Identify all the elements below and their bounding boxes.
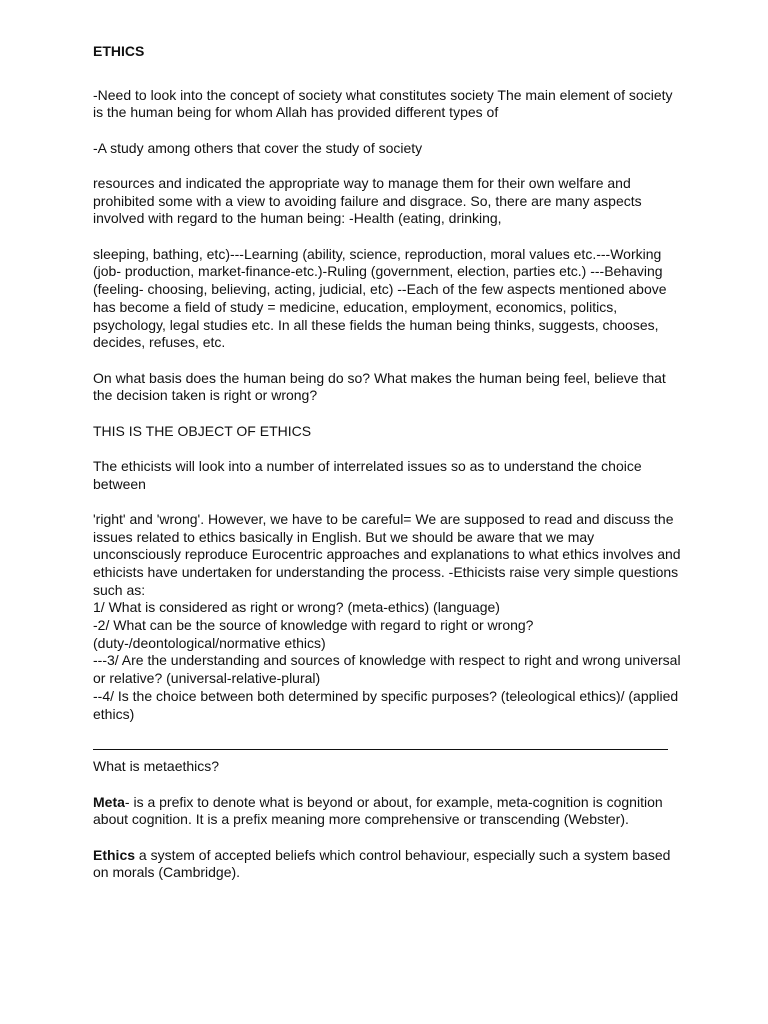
paragraph-basis-question: On what basis does the human being do so? What makes the human being feel, believe that the decision taken is right or wrong? — [93, 369, 666, 404]
paragraph-object-of-ethics: THIS IS THE OBJECT OF ETHICS — [93, 422, 312, 439]
document-page — [93, 43, 683, 900]
question-2: -2/ What can be the source of knowledge with regard to right or wrong?(duty-/deontological/normative ethics) — [93, 617, 534, 651]
metaethics-heading: What is metaethics? — [93, 758, 220, 775]
question-3: ---3/ Are the understanding and sources of knowledge with respect to right and wrong universal or relative? (universal-relative-plural) — [93, 652, 681, 687]
paragraph-right-wrong: 'right' and 'wrong'. However, we have to be careful= We are supposed to read and discuss the issues related to ethics basically in English. But we should be aware that we may unconsciously reproduce Eurocentric approaches and explanations to what ethics involves and ethicists have undertaken for understanding the process. -Ethicists raise very simple questions such as: — [93, 510, 681, 598]
question-1: 1/ What is considered as right or wrong? (meta-ethics) (language) — [93, 599, 500, 616]
ethics-term: Ethics — [93, 846, 136, 863]
meta-definition-text: - is a prefix to denote what is beyond or about, for example, meta-cognition is cognition about cognition. It is a prefix meaning more comprehensive or transcending (Webster). — [93, 793, 663, 828]
paragraph-aspects: sleeping, bathing, etc)---Learning (ability, science, reproduction, moral values etc.---Working (job- production, market-finance-etc.)-Ruling (government, election, parties etc.) ---Behaving (feeling- choosing, believing, acting, judicial, etc) --Each of the few aspects mentioned above has become a field of study = medicine, education, employment, economics, politics, psychology, legal studies etc. In all these fields the human being thinks, suggests, chooses, decides, refuses, etc. — [93, 245, 667, 351]
meta-term: Meta — [93, 793, 125, 810]
paragraph-study-of-society: -A study among others that cover the study of society — [93, 139, 423, 156]
paragraph-society-concept: -Need to look into the concept of society what constitutes society The main element of society is the human being for whom Allah has provided different types of — [93, 86, 673, 121]
ethics-definition — [93, 847, 683, 882]
ethics-definition-text: a system of accepted beliefs which control behaviour, especially such a system based on morals (Cambridge). — [93, 846, 671, 881]
paragraph-ethicists-issues: The ethicists will look into a number of interrelated issues so as to understand the choice between — [93, 457, 642, 492]
meta-definition — [93, 794, 683, 829]
question-4: --4/ Is the choice between both determined by specific purposes? (teleological ethics)/ (applied ethics) — [93, 687, 679, 722]
horizontal-divider — [93, 749, 668, 750]
document-title: ETHICS — [93, 43, 145, 59]
paragraph-resources: resources and indicated the appropriate way to manage them for their own welfare and prohibited some with a view to avoiding failure and disgrace. So, there are many aspects involved with regard to the human being: -Health (eating, drinking, — [93, 175, 642, 227]
